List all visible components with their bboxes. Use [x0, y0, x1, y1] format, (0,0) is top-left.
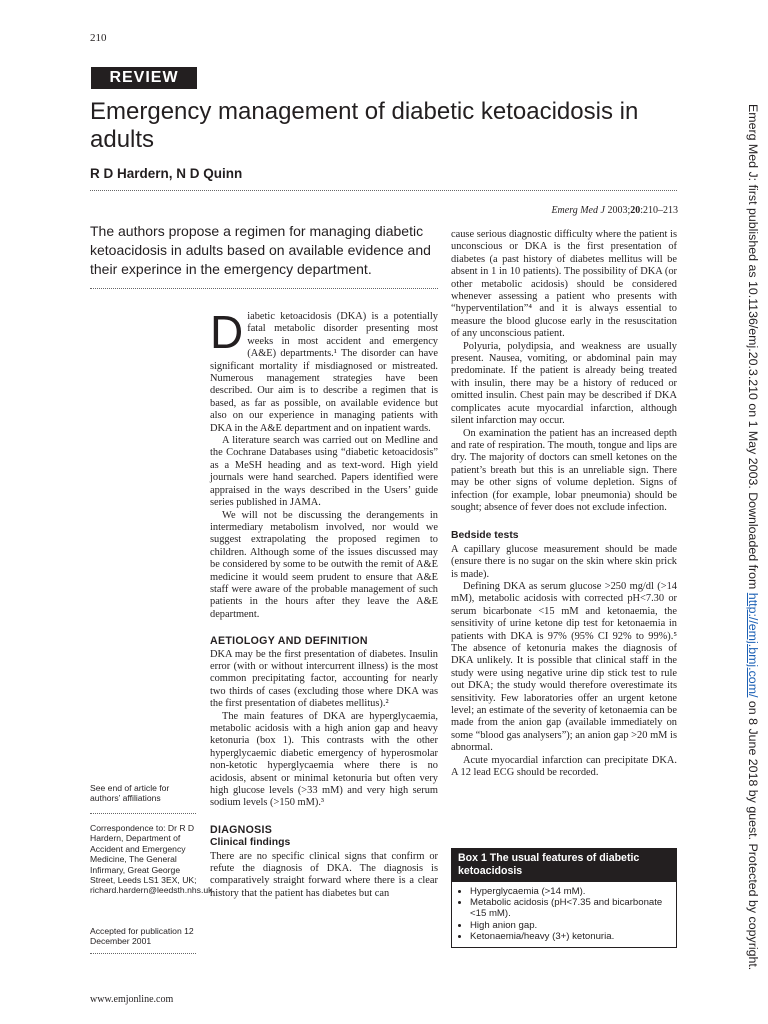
citation-pages: :210–213	[640, 205, 678, 216]
correspondence-info: Correspondence to: Dr R D Hardern, Department of Accident and Emergency Medicine, The General Infirmary, Great George Street, Leeds LS1 3EX, UK; richard.hardern@leedsth.nhs.uk	[90, 823, 213, 896]
section-badge: REVIEW	[91, 67, 197, 89]
subheading-bedside-tests: Bedside tests	[451, 530, 519, 542]
article-title: Emergency management of diabetic ketoacidosis in adults	[90, 98, 639, 153]
box-item: • High anion gap.	[470, 920, 670, 931]
watermark-prefix: Emerg Med J: first published as 10.1136/emj.20.3.210 on 1 May 2003. Downloaded from	[746, 104, 760, 593]
body-paragraph: The main features of DKA are hyperglycaemia, metabolic acidosis with a high anion gap and heavy ketonuria (box 1). This contrasts with the other hyperglycaemic diabetic emergency of hyperosmolar non-ketotic hyperglycaemia where there is no acidosis, absent or minimal ketonuria but often very high glucose levels (>33 mM) and very high serum sodium levels (>150 mM).³	[210, 710, 438, 809]
body-column-right	[451, 229, 677, 779]
watermark-suffix: on 8 June 2018 by guest. Protected by copyright.	[746, 697, 760, 971]
box-1-features	[451, 848, 677, 948]
download-watermark	[746, 104, 760, 970]
author-list: R D Hardern, N D Quinn	[90, 166, 243, 181]
body-paragraph: DKA may be the first presentation of diabetes. Insulin error (with or without intercurrent illness) is the most common precipitating factor, accounting for nearly two thirds of cases (excluding those where DKA was the first presentation of diabetes mellitus).²	[210, 648, 438, 710]
watermark-link[interactable]: http://emj.bmj.com/	[746, 592, 760, 698]
body-paragraph: We will not be discussing the derangements in intermediary metabolism involved, nor would we suggest extrapolating the proposed regimen to children. Although some of the issues discussed may be considered by some to be outwith the remit of A&E medicine it would seem prudent to ensure that A&E staff were aware of the probable management of such patients in the hours after they leave the A&E department.	[210, 509, 438, 620]
intro-text: iabetic ketoacidosis (DKA) is a potentially fatal metabolic disorder presenting most weeks in most accident and emergency (A&E) departments.¹ The disorder can have significant mortality if misdiagnosed or mistreated. Numerous management strategies have been described. Our aim is to describe a regimen that is based, as far as possible, on available evidence but also on our experience in managing patients with DKA in the A&E department and on inpatient wards.	[210, 311, 438, 434]
citation-line	[551, 205, 678, 216]
header-divider	[90, 190, 677, 191]
box-item: • Metabolic acidosis (pH<7.35 and bicarbonate <15 mM).	[470, 897, 670, 919]
box-feature-list	[452, 886, 676, 942]
page-number: 210	[90, 32, 107, 44]
citation-journal: Emerg Med J	[551, 205, 605, 216]
body-paragraph: On examination the patient has an increased depth and rate of respiration. The mouth, tongue and lips are dry. The majority of doctors can smell ketones on the patient’s breath but this is an unreliable sign. There may be other signs of volume depletion. Signs of infection (for example, lobar pneumonia) should be sought; absence of fever does not exclude infection.	[451, 427, 677, 513]
body-paragraph: cause serious diagnostic difficulty where the patient is unconscious or DKA is the first presentation of diabetes (a past history of diabetes mellitus will be absent in 1 in 10 patients). The possibility of DKA (or other metabolic acidosis) should be considered whenever assessing a patient who presents with “hyperventilation”⁴ and it is always essential to measure the blood glucose early in the resuscitation of any unconscious patient.	[451, 229, 677, 340]
accepted-date: Accepted for publication 12 December 2001	[90, 926, 194, 947]
body-paragraph: A capillary glucose measurement should be made (ensure there is no sugar on the skin where skin prick is made).	[451, 543, 677, 580]
body-paragraph: There are no specific clinical signs that confirm or refute the diagnosis of DKA. The diagnosis is comparatively straight forward where there is a clear history that the patient has diabetes but can	[210, 850, 438, 899]
citation-year: 2003;	[607, 205, 631, 216]
box-title: Box 1 The usual features of diabetic ketoacidosis	[452, 849, 676, 882]
box-item: • Ketonaemia/heavy (3+) ketonuria.	[470, 931, 670, 942]
sidebar-divider	[90, 953, 196, 954]
body-paragraph: Polyuria, polydipsia, and weakness are usually present. Nausea, vomiting, or abdominal pain may predominate. If the patient is already being treated with insulin, there may be a history of reduced or omitted insulin. Chest pain may be described if DKA complicates acute myocardial infarction, although silent infarction may occur.	[451, 340, 677, 427]
body-column-left	[210, 306, 438, 900]
section-heading-aetiology: AETIOLOGY AND DEFINITION	[210, 635, 368, 648]
section-heading-diagnosis: DIAGNOSIS	[210, 823, 273, 836]
footer-journal-url[interactable]: www.emjonline.com	[90, 994, 174, 1005]
drop-cap: D	[210, 306, 244, 358]
affiliations-note: See end of article for authors’ affiliations	[90, 783, 170, 804]
body-paragraph: Acute myocardial infarction can precipitate DKA. A 12 lead ECG should be recorded.	[451, 754, 677, 779]
intro-paragraph	[210, 306, 438, 435]
sidebar-divider	[90, 813, 196, 814]
subheading-clinical-findings: Clinical findings	[210, 837, 291, 849]
citation-volume: 20	[630, 205, 641, 216]
body-paragraph: A literature search was carried out on Medline and the Cochrane Databases using “diabetic ketoacidosis” as a MeSH heading and as text-word. High yield journals were hand searched. Papers identified were appraised in the ways described in the Users’ guide series published in JAMA.	[210, 435, 438, 509]
box-item: • Hyperglycaemia (>14 mM).	[470, 886, 670, 897]
abstract-divider	[90, 288, 438, 289]
body-paragraph: Defining DKA as serum glucose >250 mg/dl (>14 mM), metabolic acidosis with corrected pH<7.30 or serum bicarbonate <15 mM and ketonaemia, the sensitivity of urine ketone dip test for ketonaemia in patients with DKA is 97% (95% CI 92% to 99%).⁵ The absence of ketonuria makes the diagnosis of DKA unlikely. It is possible that clinical staff in the study were using negative urine dip stick test to rule out DKA; the study would therefore overestimate its sensitivity. Few laboratories offer an urgent ketone level; an estimate of the severity of ketonaemia can be made from the anion gap (available immediately on some “blood gas analysers”); an anion gap >20 mM is abnormal.	[451, 580, 677, 754]
abstract: The authors propose a regimen for managing diabetic ketoacidosis in adults based on available evidence and their experince in the emergency department.	[90, 223, 431, 277]
